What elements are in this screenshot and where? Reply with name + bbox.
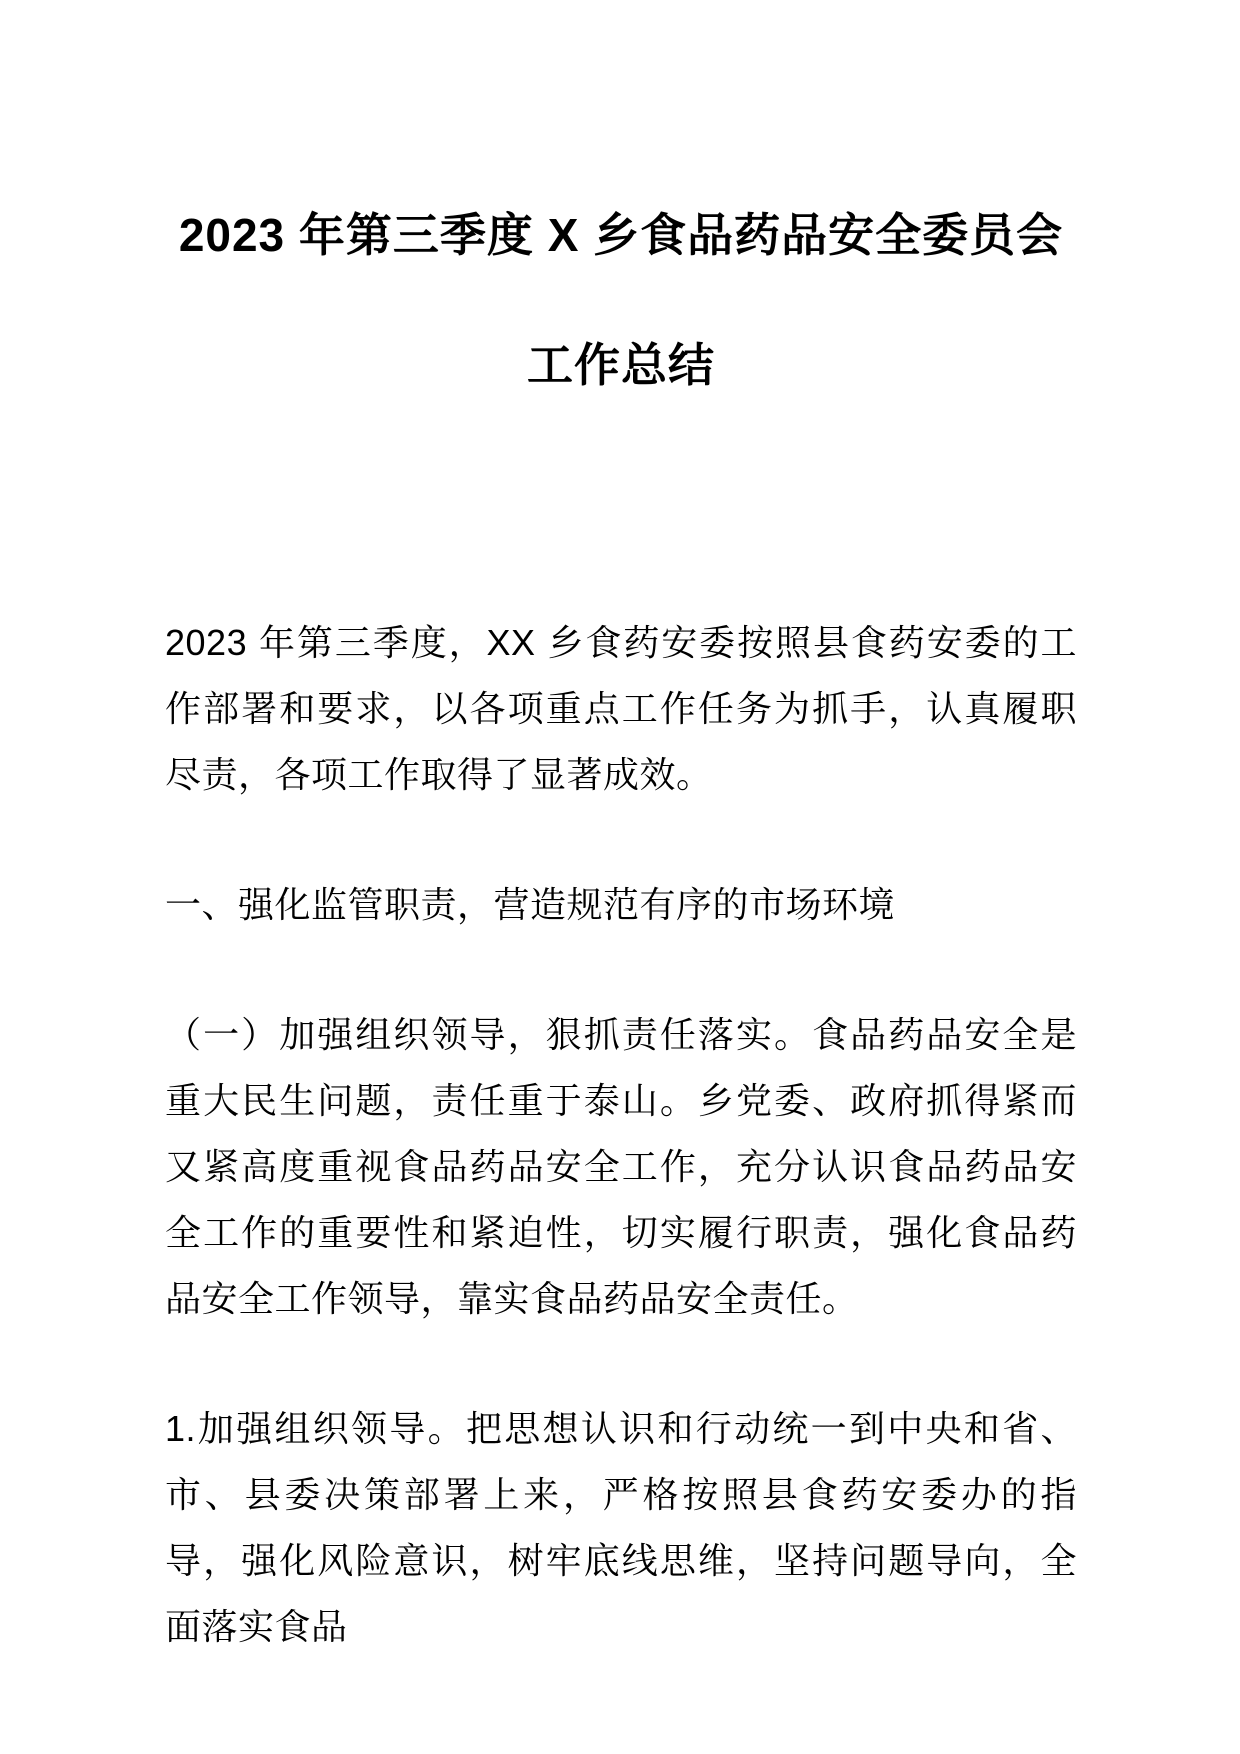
paragraph-numbered-item-1: 1.加强组织领导。把思想认识和行动统一到中央和省、市、县委决策部署上来，严格按照县食药安委办的指导，强化风险意识，树牢底线思维，坚持问题导向，全面落实食品 (165, 1408, 1077, 1647)
title-line-2: 工作总结 (527, 339, 715, 391)
section-heading-1: 一、强化监管职责，营造规范有序的市场环境 (165, 884, 896, 925)
title-line-1: 2023 年第三季度 X 乡食品药品安全委员会 (178, 209, 1064, 261)
paragraph-intro: 2023 年第三季度，XX 乡食药安委按照县食药安委的工作部署和要求，以各项重点工作任务为抓手，认真履职尽责，各项工作取得了显著成效。 (165, 622, 1077, 795)
paragraph-subsection-1: （一）加强组织领导，狠抓责任落实。食品药品安全是重大民生问题，责任重于泰山。乡党委、政府抓得紧而又紧高度重视食品药品安全工作，充分认识食品药品安全工作的重要性和紧迫性，切实履行职责，强化食品药品安全工作领导，靠实食品药品安全责任。 (165, 1014, 1077, 1319)
document-title (165, 170, 1077, 430)
